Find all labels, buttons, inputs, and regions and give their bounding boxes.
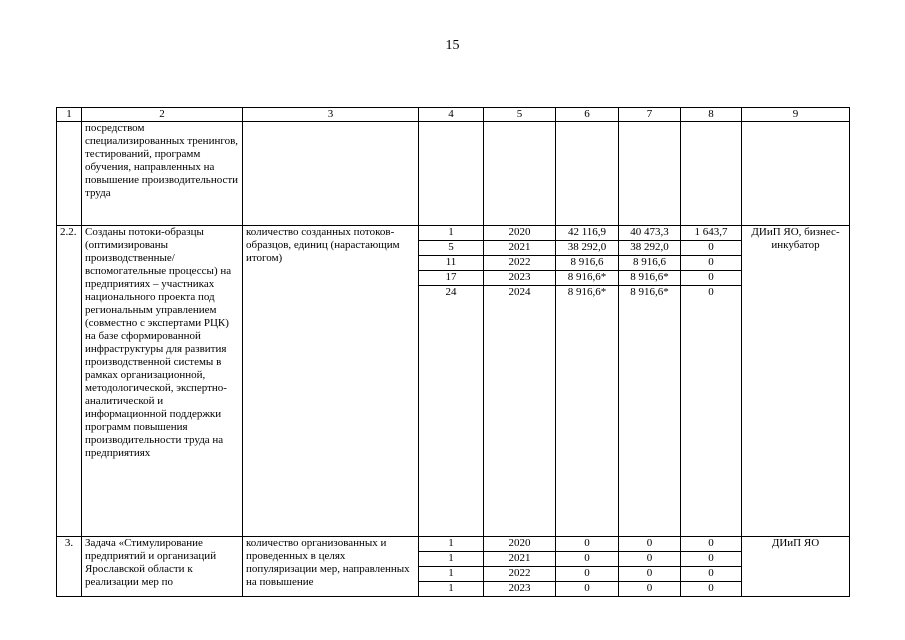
total-amount: 42 116,9 xyxy=(556,226,619,241)
year: 2020 xyxy=(484,226,556,241)
total-amount: 8 916,6* xyxy=(556,271,619,286)
continuation-num xyxy=(57,122,82,226)
amount-col7: 40 473,3 xyxy=(619,226,681,241)
total-amount: 0 xyxy=(556,551,619,566)
year: 2023 xyxy=(484,271,556,286)
year: 2024 xyxy=(484,286,556,301)
row-number: 3. xyxy=(57,536,82,596)
header-col-2: 2 xyxy=(82,108,243,122)
amount-col7: 8 916,6* xyxy=(619,271,681,286)
header-col-5: 5 xyxy=(484,108,556,122)
year: 2023 xyxy=(484,581,556,596)
indicator-name: количество созданных потоков-образцов, единиц (нарастающим итогом) xyxy=(243,226,419,537)
year: 2021 xyxy=(484,551,556,566)
indicator-value: 17 xyxy=(419,271,484,286)
amount-col8: 0 xyxy=(681,271,742,286)
page-number: 15 xyxy=(445,38,460,53)
amount-col7: 0 xyxy=(619,566,681,581)
amount-col7: 38 292,0 xyxy=(619,241,681,256)
measure-name: Задача «Стимулирование предприятий и организаций Ярославской области к реализации мер по xyxy=(82,536,243,596)
amount-col8: 0 xyxy=(681,241,742,256)
year: 2022 xyxy=(484,256,556,271)
amount-col8: 0 xyxy=(681,286,742,301)
header-row xyxy=(57,108,850,122)
year: 2022 xyxy=(484,566,556,581)
responsible: ДИиП ЯО, бизнес-инкубатор xyxy=(742,226,850,537)
header-col-3: 3 xyxy=(243,108,419,122)
indicator-value: 24 xyxy=(419,286,484,301)
amount-col8: 1 643,7 xyxy=(681,226,742,241)
measure-name: Созданы потоки-образцы (оптимизированы производственные/ вспомогательные процессы) на предприятиях – участниках национального проекта под региональным управлением (совместно с экспертами РЦК) на базе сформированной инфраструктуры для развития производственной системы в рамках организационной, методологической, экспертно-аналитической и информационной поддержки программ повышения производительности труда на предприятиях xyxy=(82,226,243,537)
indicator-value: 1 xyxy=(419,226,484,241)
continuation-text: посредством специализированных тренингов, тестирований, программ обучения, направленных на повышение производительности труда xyxy=(82,122,243,226)
indicator-value: 1 xyxy=(419,551,484,566)
total-amount: 38 292,0 xyxy=(556,241,619,256)
amount-col7: 0 xyxy=(619,551,681,566)
header-col-4: 4 xyxy=(419,108,484,122)
total-amount: 8 916,6 xyxy=(556,256,619,271)
table-row xyxy=(57,226,850,241)
amount-col8: 0 xyxy=(681,536,742,551)
header-col-9: 9 xyxy=(742,108,850,122)
responsible: ДИиП ЯО xyxy=(742,536,850,596)
total-amount: 8 916,6* xyxy=(556,286,619,301)
indicator-value: 1 xyxy=(419,566,484,581)
total-amount: 0 xyxy=(556,566,619,581)
header-col-6: 6 xyxy=(556,108,619,122)
amount-col8: 0 xyxy=(681,581,742,596)
indicator-value: 1 xyxy=(419,581,484,596)
indicator-value: 1 xyxy=(419,536,484,551)
report-table xyxy=(56,107,850,597)
header-col-8: 8 xyxy=(681,108,742,122)
header-col-1: 1 xyxy=(57,108,82,122)
row-number: 2.2. xyxy=(57,226,82,537)
amount-col7: 0 xyxy=(619,581,681,596)
year: 2021 xyxy=(484,241,556,256)
indicator-value: 11 xyxy=(419,256,484,271)
amount-col7: 0 xyxy=(619,536,681,551)
amount-col7: 8 916,6* xyxy=(619,286,681,301)
total-amount: 0 xyxy=(556,536,619,551)
total-amount: 0 xyxy=(556,581,619,596)
amount-col8: 0 xyxy=(681,566,742,581)
indicator-name: количество организованных и проведенных в целях популяризации мер, направленных на повышение xyxy=(243,536,419,596)
table-row xyxy=(57,536,850,551)
continuation-row xyxy=(57,122,850,226)
amount-col8: 0 xyxy=(681,551,742,566)
amount-col8: 0 xyxy=(681,256,742,271)
indicator-value: 5 xyxy=(419,241,484,256)
year: 2020 xyxy=(484,536,556,551)
header-col-7: 7 xyxy=(619,108,681,122)
amount-col7: 8 916,6 xyxy=(619,256,681,271)
